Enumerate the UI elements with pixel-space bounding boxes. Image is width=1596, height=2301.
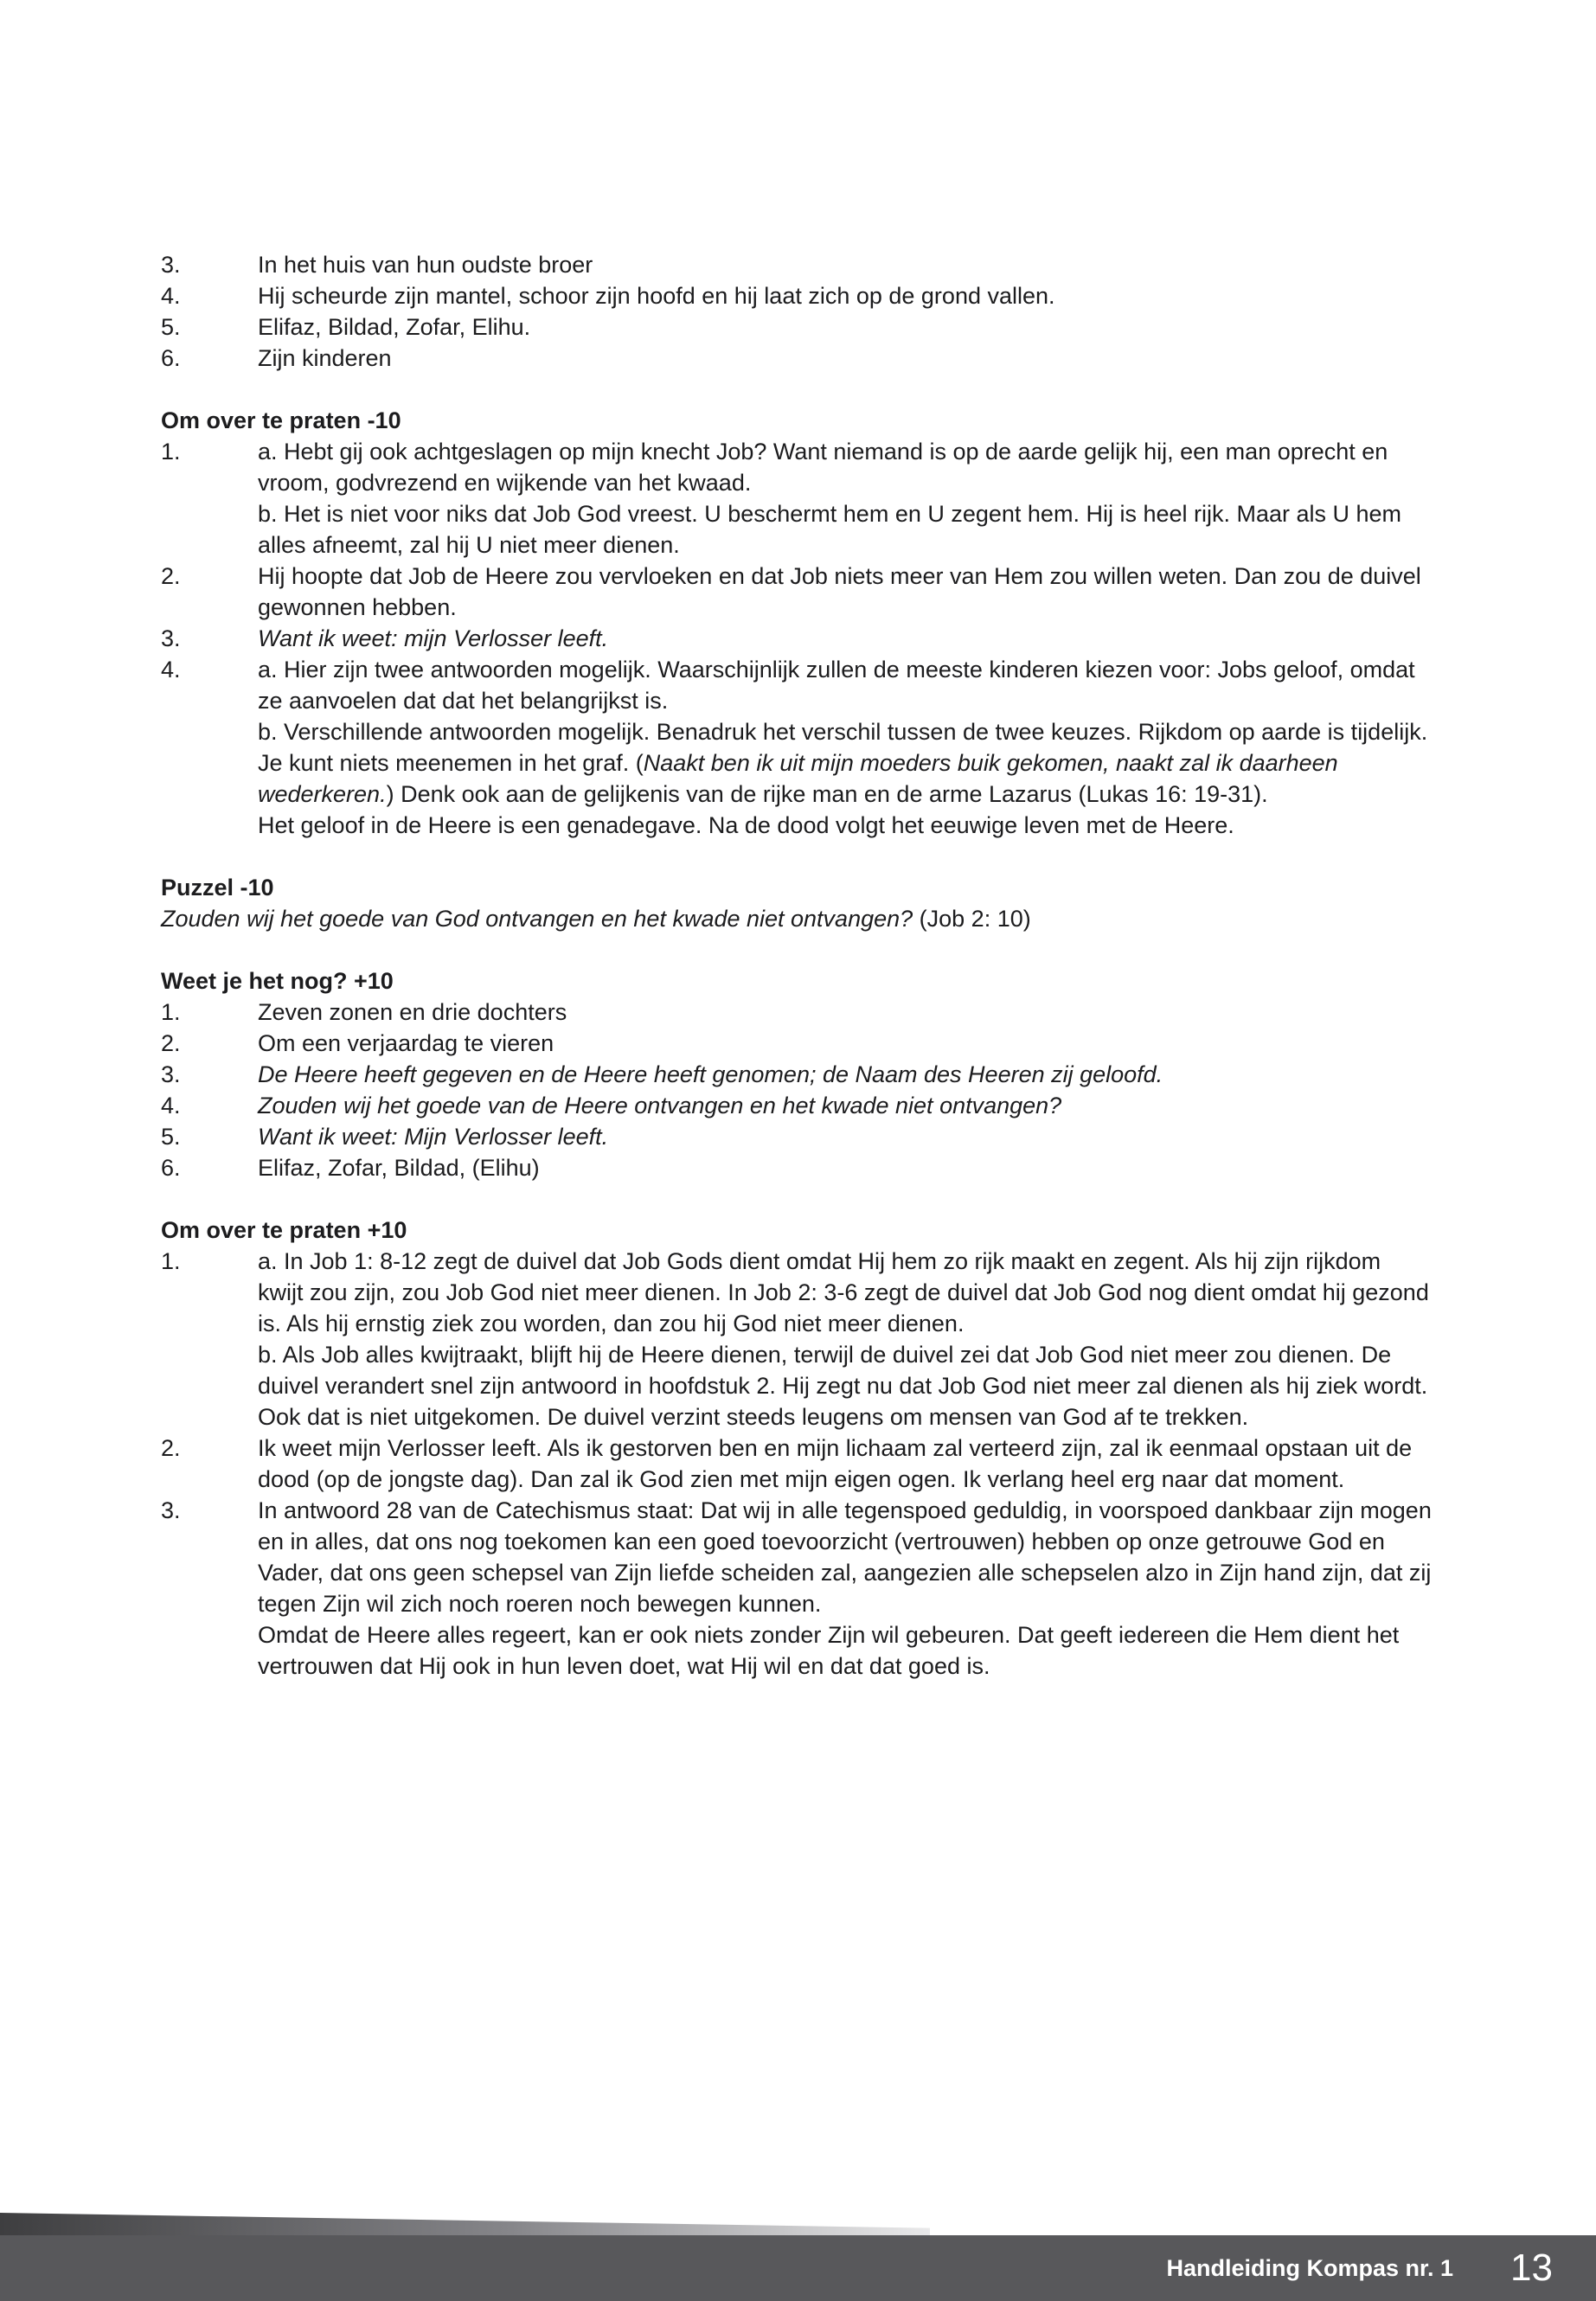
section-heading: Weet je het nog? +10 (161, 968, 394, 994)
list-item (161, 1059, 1433, 1090)
list-item (161, 903, 1433, 934)
item-content (258, 561, 1433, 623)
paragraph (258, 654, 1433, 716)
item-number: 1. (161, 1248, 181, 1274)
section (161, 405, 1433, 841)
text-run: b. Als Job alles kwijtraakt, blijft hij de Heere dienen, terwijl de duivel zei dat Job God niet meer zou dienen. De duivel verandert snel zijn antwoord in hoofdstuk 2. Hij zegt nu dat Job God niet meer zal dienen als hij ziek wordt. Ook dat is niet uitgekomen. De duivel verzint steeds leugens om mensen van God af te trekken. (258, 1342, 1428, 1430)
list-item (161, 561, 1433, 623)
text-run: In antwoord 28 van de Catechismus staat: Dat wij in alle tegenspoed geduldig, in voorspoed dankbaar zijn mogen en in alles, dat ons nog toekomen kan een goed toevoorzicht (vertrouwen) hebben op onze getrouwe God en Vader, dat ons geen schepsel van Zijn liefde scheiden zal, aangezien alle schepselen alzo in Zijn hand zijn, dat zij tegen Zijn wil zich noch roeren noch bewegen kunnen. (258, 1497, 1432, 1617)
paragraph (258, 561, 1433, 623)
section (161, 249, 1433, 374)
text-run: Zijn kinderen (258, 345, 392, 371)
item-number: 3. (161, 625, 181, 651)
section-heading: Om over te praten +10 (161, 1217, 407, 1243)
list-item (161, 1433, 1433, 1495)
item-content (258, 1433, 1433, 1495)
footer-wedge-decoration (0, 2213, 930, 2235)
text-run: Omdat de Heere alles regeert, kan er ook niets zonder Zijn wil gebeuren. Dat geeft iedereen die Hem dient het vertrouwen dat Hij ook in hun leven doet, wat Hij wil en dat dat goed is. (258, 1622, 1400, 1679)
paragraph (258, 1433, 1433, 1495)
item-content (258, 1059, 1433, 1090)
item-content (258, 249, 1433, 280)
text-run: a. Hebt gij ook achtgeslagen op mijn knecht Job? Want niemand is op de aarde gelijk hij, een man oprecht en vroom, godvrezend en wijkende van het kwaad. (258, 439, 1388, 496)
section-heading: Puzzel -10 (161, 875, 274, 901)
paragraph (258, 343, 1433, 374)
section (161, 1215, 1433, 1682)
item-content (258, 1121, 1433, 1152)
item-content (258, 280, 1433, 311)
item-content (258, 436, 1433, 561)
text-run: Om een verjaardag te vieren (258, 1030, 554, 1056)
section (161, 965, 1433, 1183)
paragraph (258, 1495, 1433, 1619)
item-content (258, 654, 1433, 841)
list-item (161, 343, 1433, 374)
item-number: 3. (161, 252, 181, 278)
paragraph (258, 1152, 1433, 1183)
text-run: Elifaz, Bildad, Zofar, Elihu. (258, 314, 531, 340)
text-run: b. Het is niet voor niks dat Job God vreest. U beschermt hem en U zegent hem. Hij is heel rijk. Maar als U hem alles afneemt, zal hij U niet meer dienen. (258, 501, 1402, 558)
page-footer (0, 2235, 1596, 2301)
item-content (258, 1495, 1433, 1682)
item-content (161, 903, 1433, 934)
paragraph (258, 997, 1433, 1028)
text-run: Want ik weet: Mijn Verlosser leeft. (258, 1124, 609, 1150)
list-item (161, 436, 1433, 561)
item-content (258, 1090, 1433, 1121)
list-item (161, 280, 1433, 311)
paragraph (258, 1059, 1433, 1090)
text-run: Zouden wij het goede van God ontvangen en het kwade niet ontvangen? (161, 906, 913, 932)
text-run: ) Denk ook aan de gelijkenis van de rijke man en de arme Lazarus (Lukas 16: 19-31). (386, 781, 1268, 807)
paragraph (258, 1028, 1433, 1059)
item-content (258, 311, 1433, 343)
text-run: Naakt ben ik uit mijn moeders buik gekomen, naakt zal ik daarheen wederkeren. (258, 750, 1338, 807)
item-content (258, 623, 1433, 654)
paragraph (258, 249, 1433, 280)
list-item (161, 1246, 1433, 1433)
text-run: Hij hoopte dat Job de Heere zou vervloeken en dat Job niets meer van Hem zou willen weten. Dan zou de duivel gewonnen hebben. (258, 563, 1421, 620)
item-number: 1. (161, 999, 181, 1025)
text-run: Zeven zonen en drie dochters (258, 999, 567, 1025)
text-run: a. In Job 1: 8-12 zegt de duivel dat Job Gods dient omdat Hij hem zo rijk maakt en zegent. Als hij zijn rijkdom kwijt zou zijn, zou Job God niet meer dienen. In Job 2: 3-6 zegt de duivel dat Job God nog dient omdat hij gezond is. Als hij ernstig ziek zou worden, dan zou hij God niet meer dienen. (258, 1248, 1429, 1336)
paragraph (258, 311, 1433, 343)
list-item (161, 654, 1433, 841)
list-item (161, 1152, 1433, 1183)
item-number: 2. (161, 563, 181, 589)
text-run: Want ik weet: mijn Verlosser leeft. (258, 625, 609, 651)
document-body (161, 249, 1433, 1682)
text-run: Elifaz, Zofar, Bildad, (Elihu) (258, 1155, 540, 1181)
section-heading: Om over te praten -10 (161, 407, 401, 433)
list-item (161, 249, 1433, 280)
list-item (161, 1090, 1433, 1121)
item-number: 6. (161, 1155, 181, 1181)
item-number: 5. (161, 314, 181, 340)
section (161, 872, 1433, 934)
item-number: 3. (161, 1497, 181, 1523)
item-content (258, 1028, 1433, 1059)
footer-title: Handleiding Kompas nr. 1 (1166, 2254, 1454, 2281)
paragraph (258, 1339, 1433, 1433)
list-item (161, 1028, 1433, 1059)
text-run: Ik weet mijn Verlosser leeft. Als ik gestorven ben en mijn lichaam zal verteerd zijn, zal ik eenmaal opstaan uit de dood (op de jongste dag). Dan zal ik God zien met mijn eigen ogen. Ik verlang heel erg naar dat moment. (258, 1435, 1413, 1492)
item-number: 2. (161, 1030, 181, 1056)
paragraph (258, 623, 1433, 654)
item-number: 4. (161, 283, 181, 309)
paragraph (258, 1121, 1433, 1152)
item-content (258, 997, 1433, 1028)
text-run: Hij scheurde zijn mantel, schoor zijn hoofd en hij laat zich op de grond vallen. (258, 283, 1055, 309)
item-number: 6. (161, 345, 181, 371)
item-number: 5. (161, 1124, 181, 1150)
item-number: 4. (161, 657, 181, 683)
text-run: a. Hier zijn twee antwoorden mogelijk. Waarschijnlijk zullen de meeste kinderen kiezen voor: Jobs geloof, omdat ze aanvoelen dat dat het belangrijkst is. (258, 657, 1415, 714)
item-content (258, 1246, 1433, 1433)
paragraph (161, 903, 1433, 934)
list-item (161, 311, 1433, 343)
paragraph (258, 280, 1433, 311)
paragraph (258, 1246, 1433, 1339)
list-item (161, 1495, 1433, 1682)
item-number: 3. (161, 1061, 181, 1087)
text-run: (Job 2: 10) (913, 906, 1031, 932)
paragraph (258, 498, 1433, 561)
list-item (161, 623, 1433, 654)
paragraph (258, 716, 1433, 810)
text-run: Zouden wij het goede van de Heere ontvangen en het kwade niet ontvangen? (258, 1093, 1062, 1118)
text-run: Het geloof in de Heere is een genadegave. Na de dood volgt het eeuwige leven met de Heere. (258, 812, 1234, 838)
text-run: In het huis van hun oudste broer (258, 252, 593, 278)
item-content (258, 1152, 1433, 1183)
item-number: 1. (161, 439, 181, 465)
page-number: 13 (1510, 2247, 1553, 2289)
paragraph (258, 1619, 1433, 1682)
paragraph (258, 436, 1433, 498)
text-run: b. Verschillende antwoorden mogelijk. Benadruk het verschil tussen de twee keuzes. Rijkdom op aarde is tijdelijk. Je kunt niets meenemen in het graf. ( (258, 719, 1428, 776)
list-item (161, 1121, 1433, 1152)
paragraph (258, 810, 1433, 841)
item-number: 4. (161, 1093, 181, 1118)
list-item (161, 997, 1433, 1028)
paragraph (258, 1090, 1433, 1121)
item-content (258, 343, 1433, 374)
text-run: De Heere heeft gegeven en de Heere heeft genomen; de Naam des Heeren zij geloofd. (258, 1061, 1163, 1087)
item-number: 2. (161, 1435, 181, 1461)
